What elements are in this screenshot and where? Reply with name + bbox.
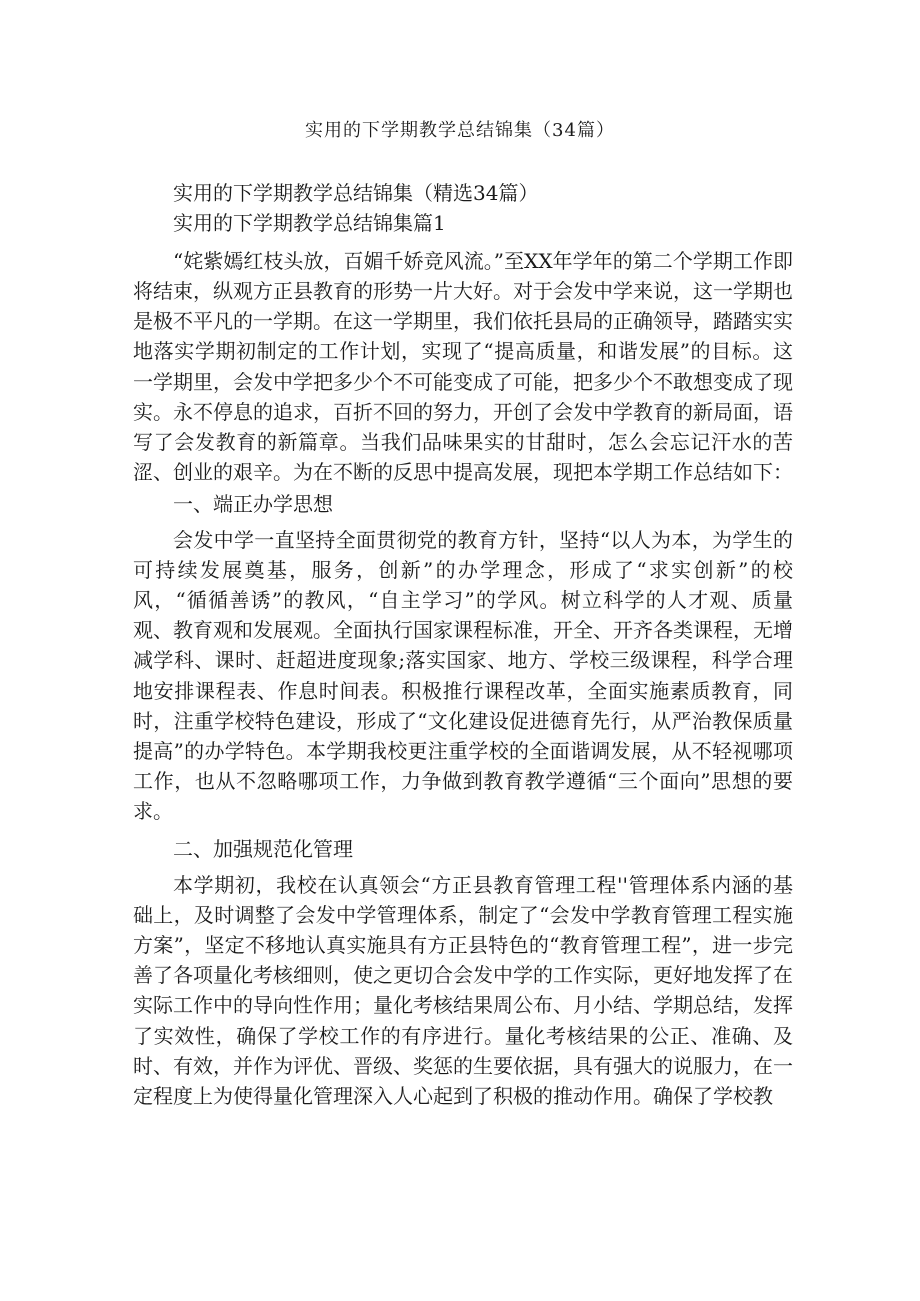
section-heading-1: 一、端正办学思想 [173,491,333,516]
document-subtitle: 实用的下学期教学总结锦集（精选34篇） [173,181,539,205]
section-paragraph-2: 本学期初，我校在认真领会“方正县教育管理工程''管理体系内涵的基础上，及时调整了会发中学管理体系，制定了“会发中学教育管理工程实施方案”，坚定不移地认真实施具有方正县特色的“教育管理工程”，进一步完善了各项量化考核细则，使之更切合会发中学的工作实际，更好地发挥了在实际工作中的导向性作用；量化考核结果周公布、月小结、学期总结，发挥了实效性，确保了学校工作的有序进行。量化考核结果的公正、准确、及时、有效，并作为评优、晋级、奖惩的生要依据，具有强大的说服力，在一定程度上为使得量化管理深入人心起到了积极的推动作用。确保了学校教 [133,873,793,1108]
section-heading-2: 二、加强规范化管理 [173,836,353,861]
document-title: 实用的下学期教学总结锦集（34篇） [305,120,615,141]
document-body [133,178,793,1111]
article-heading: 实用的下学期教学总结锦集篇1 [173,211,446,236]
section-paragraph-1: 会发中学一直坚持全面贯彻党的教育方针，坚持“以人为本，为学生的可持续发展奠基，服务，创新”的办学理念，形成了“求实创新”的校风，“循循善诱”的教风，“自主学习”的学风。树立科学的人才观、质量观、教育观和发展观。全面执行国家课程标准，开全、开齐各类课程，无增减学科、课时、赶超进度现象;落实国家、地方、学校三级课程，科学合理地安排课程表、作息时间表。积极推行课程改革，全面实施素质教育，同时，注重学校特色建设，形成了“文化建设促进德育先行，从严治教保质量提高”的办学特色。本学期我校更注重学校的全面谐调发展，从不轻视哪项工作，也从不忽略哪项工作，力争做到教育教学遵循“三个面向”思想的要求。 [133,528,793,823]
intro-paragraph: “姹紫嫣红枝头放，百媚千娇竞风流。”至XX年学年的第二个学期工作即将结束，纵观方正县教育的形势一片大好。对于会发中学来说，这一学期也是极不平凡的一学期。在这一学期里，我们依托县局的正确领导，踏踏实实地落实学期初制定的工作计划，实现了“提高质量，和谐发展”的目标。这一学期里，会发中学把多少个不可能变成了可能，把多少个不敢想变成了现实。永不停息的追求，百折不回的努力，开创了会发中学教育的新局面，语写了会发教育的新篇章。当我们品味果实的甘甜时，怎么会忘记汗水的苦涩、创业的艰辛。为在不断的反思中提高发展，现把本学期工作总结如下： [133,249,793,484]
